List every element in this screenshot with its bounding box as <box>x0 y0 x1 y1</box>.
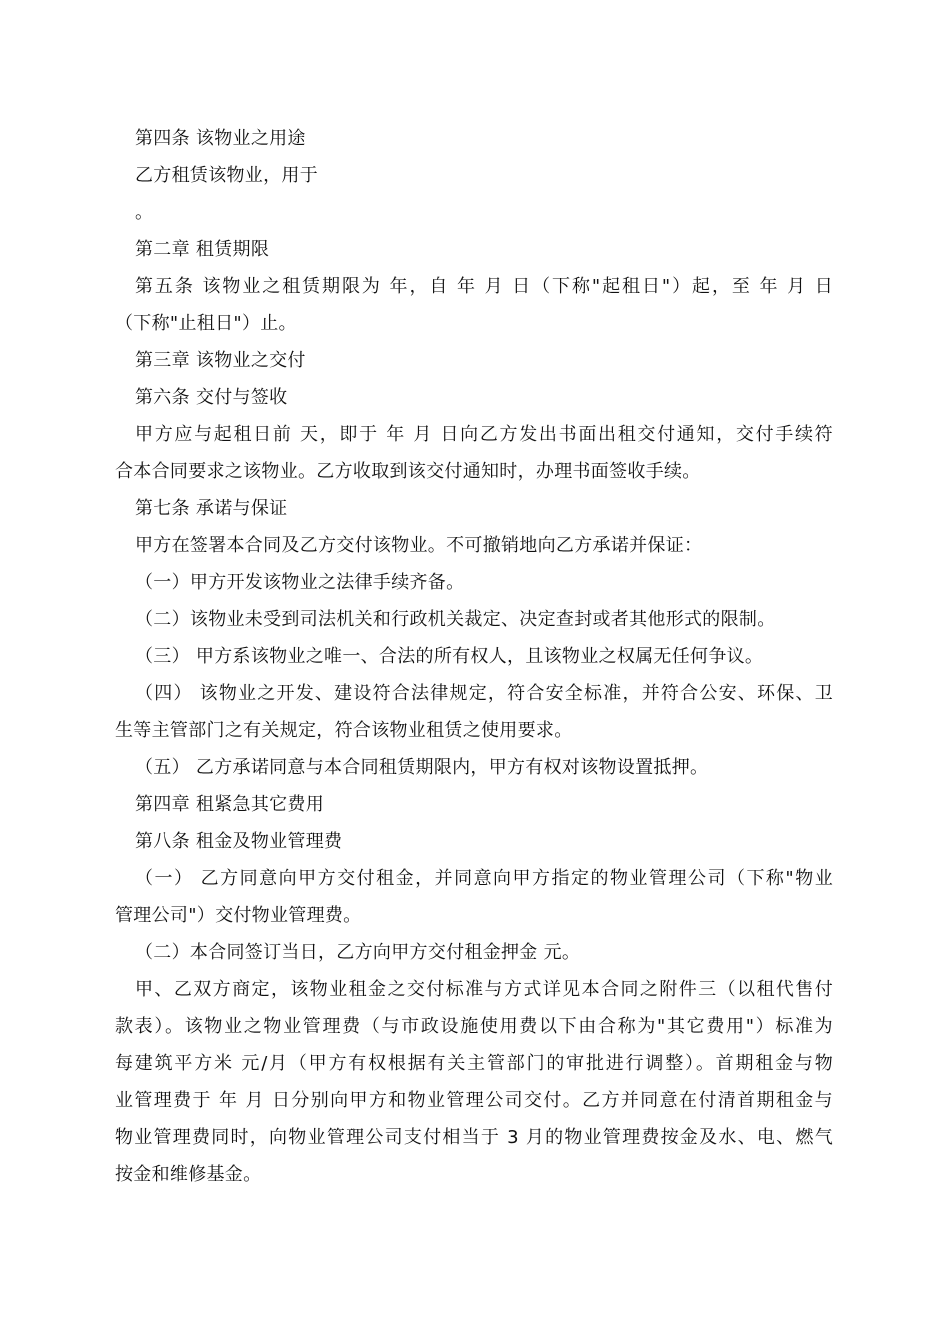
chapter-2-heading: 第二章 租赁期限 <box>135 239 270 260</box>
chapter-4-heading: 第四章 租紧急其它费用 <box>135 794 325 815</box>
article-5-line-1: 第五条 该物业之租赁期限为 年，自 年 月 日（下称"起租日"）起，至 年 月 日 <box>135 276 833 297</box>
rent-paragraph-line-2: 款表）。该物业之物业管理费（与市政设施使用费以下由合称为"其它费用"）标准为 <box>115 1016 833 1037</box>
rent-paragraph-line-1: 甲、乙双方商定，该物业租金之交付标准与方式详见本合同之附件三（以租代售付 <box>135 979 833 1000</box>
article-7-item-4-line-2: 生等主管部门之有关规定，符合该物业租赁之使用要求。 <box>115 720 573 741</box>
article-7-item-2: （二）该物业未受到司法机关和行政机关裁定、决定查封或者其他形式的限制。 <box>135 609 776 630</box>
article-7-item-4-line-1: （四） 该物业之开发、建设符合法律规定，符合安全标准，并符合公安、环保、卫 <box>135 683 833 704</box>
article-8-item-2: （二）本合同签订当日，乙方向甲方交付租金押金 元。 <box>135 942 581 963</box>
rent-paragraph-line-5: 物业管理费同时，向物业管理公司支付相当于 3 月的物业管理费按金及水、电、燃气 <box>115 1127 833 1148</box>
article-6-line-2: 合本合同要求之该物业。乙方收取到该交付通知时，办理书面签收手续。 <box>115 461 701 482</box>
article-7-intro: 甲方在签署本合同及乙方交付该物业。不可撤销地向乙方承诺并保证： <box>135 535 703 556</box>
article-8-item-1-line-2: 管理公司"）交付物业管理费。 <box>115 905 362 926</box>
article-6-line-1: 甲方应与起租日前 天，即于 年 月 日向乙方发出书面出租交付通知，交付手续符 <box>135 424 833 445</box>
article-7-heading: 第七条 承诺与保证 <box>135 498 288 519</box>
rent-paragraph-line-4: 业管理费于 年 月 日分别向甲方和物业管理公司交付。乙方并同意在付清首期租金与 <box>115 1090 833 1111</box>
article-7-item-1: （一）甲方开发该物业之法律手续齐备。 <box>135 572 465 593</box>
article-4-period: 。 <box>135 202 154 223</box>
article-4-body: 乙方租赁该物业，用于 <box>135 165 318 186</box>
article-6-heading: 第六条 交付与签收 <box>135 387 288 408</box>
article-8-item-1-line-1: （一） 乙方同意向甲方交付租金，并同意向甲方指定的物业管理公司（下称"物业 <box>135 868 833 889</box>
article-5-line-2: （下称"止租日"）止。 <box>115 313 297 334</box>
rent-paragraph-line-6: 按金和维修基金。 <box>115 1164 262 1185</box>
rent-paragraph-line-3: 每建筑平方米 元/月（甲方有权根据有关主管部门的审批进行调整）。首期租金与物 <box>115 1053 833 1074</box>
article-7-item-5: （五） 乙方承诺同意与本合同租赁期限内，甲方有权对该物设置抵押。 <box>135 757 709 778</box>
chapter-3-heading: 第三章 该物业之交付 <box>135 350 306 371</box>
article-8-heading: 第八条 租金及物业管理费 <box>135 831 343 852</box>
article-4-heading: 第四条 该物业之用途 <box>135 128 306 149</box>
article-7-item-3: （三） 甲方系该物业之唯一、合法的所有权人，且该物业之权属无任何争议。 <box>135 646 764 667</box>
